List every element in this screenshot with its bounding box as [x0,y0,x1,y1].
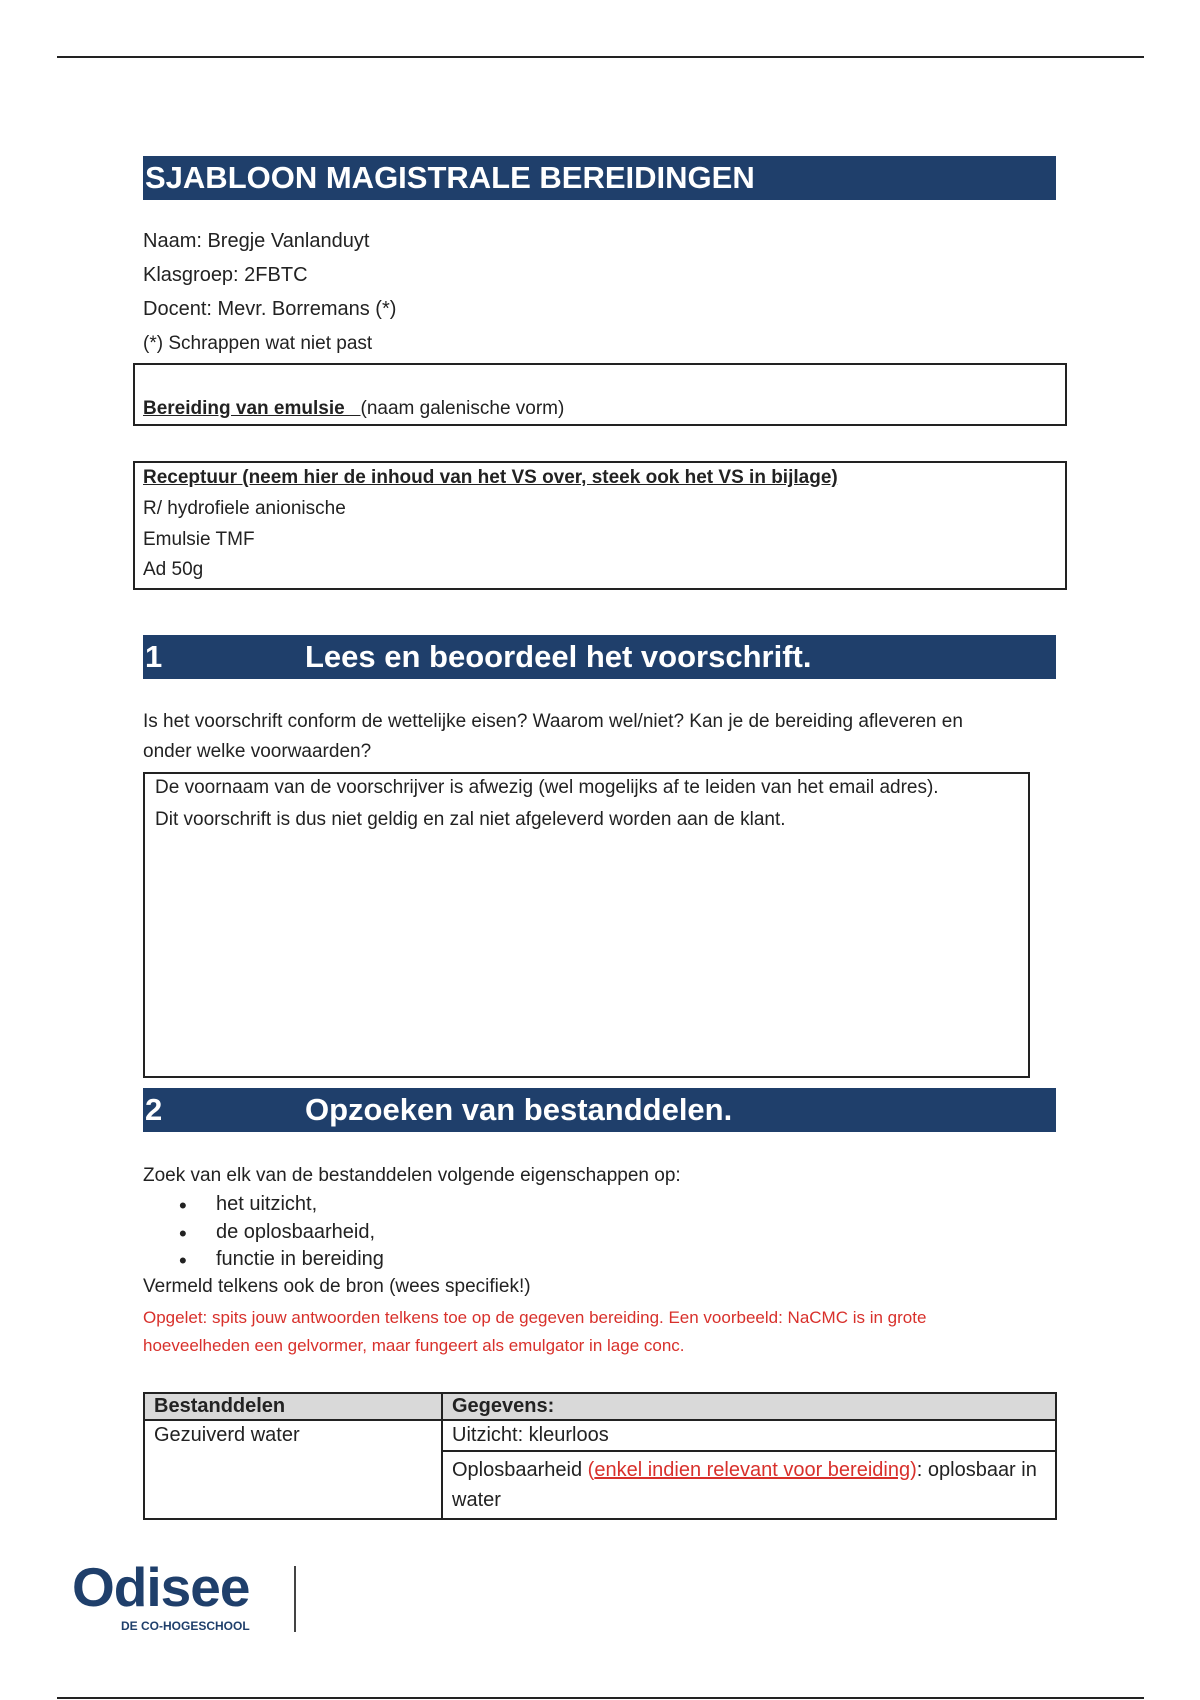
galenic-form-hint: (naam galenische vorm) [360,398,565,419]
section-1-question-cont: onder welke voorwaarden? [143,741,372,762]
recipe-line: R/ hydrofiele anionische [143,498,346,519]
header-gegevens: Gegevens: [442,1393,1056,1420]
galenic-form-box [133,363,1067,426]
galenic-form-value: Bereiding van emulsie [143,398,350,419]
section-1-title: Lees en beoordeel het voorschrift. [305,639,812,674]
bullet-text: functie in bereiding [216,1248,384,1270]
odisee-logo [72,1556,312,1635]
page-title-text: SJABLOON MAGISTRALE BEREIDINGEN [145,160,755,195]
info-docent: Docent: Mevr. Borremans (*) [143,298,397,320]
top-rule [57,56,1144,58]
info-klasgroep: Klasgroep: 2FBTC [143,264,308,286]
warning-note: Opgelet: spits jouw antwoorden telkens toe op de gegeven bereiding. Een voorbeeld: NaCMC is in grote [143,1308,927,1327]
warning-note-cont: hoeveelheden een gelvormer, maar fungeert als emulgator in lage conc. [143,1336,685,1355]
bottom-rule [57,1697,1144,1699]
section-1-header [143,635,1056,679]
logo-wordmark: Odisee [72,1556,250,1618]
ingredient-cell: Gezuiverd water [144,1420,442,1519]
recipe-line: Emulsie TMF [143,529,255,550]
page-title [143,156,1056,200]
galenic-form-line [143,398,564,420]
bullet-text: het uitzicht, [216,1193,318,1215]
recipe-box [133,461,1067,590]
oplos-paren-close: ) [910,1459,917,1481]
info-naam: Naam: Bregje Vanlanduyt [143,230,370,252]
section-2-number: 2 [145,1092,163,1127]
section-2-intro: Zoek van elk van de bestanddelen volgende eigenschappen op: [143,1165,681,1186]
bullet-text: de oplosbaarheid, [216,1221,376,1243]
section-2-header [143,1088,1056,1132]
oplos-value: : oplosbaar in water [452,1459,1037,1511]
ingredients-table [143,1392,1057,1520]
oplos-paren-open: ( [587,1459,595,1481]
recipe-heading: Receptuur (neem hier de inhoud van het VS over, steek ook het VS in bijlage) [143,467,838,488]
section-2-title: Opzoeken van bestanddelen. [305,1092,733,1127]
oplosbaarheid-cell [442,1451,1056,1519]
source-note: Vermeld telkens ook de bron (wees specifiek!) [143,1276,531,1297]
recipe-line: Ad 50g [143,559,204,580]
answer-line: Dit voorschrift is dus niet geldig en zal niet afgeleverd worden aan de klant. [155,809,786,830]
logo-tagline: DE CO-HOGESCHOOL [121,1619,250,1633]
section-1-number: 1 [145,639,163,674]
oplos-label: Oplosbaarheid [452,1459,588,1481]
table-row [144,1420,1056,1451]
oplos-condition-link[interactable]: enkel indien relevant voor bereiding [594,1459,911,1481]
table-header-row [144,1393,1056,1420]
section-1-answer-box[interactable] [143,772,1030,1078]
info-note: (*) Schrappen wat niet past [143,333,373,354]
section-1-question: Is het voorschrift conform de wettelijke eisen? Waarom wel/niet? Kan je de bereiding afleveren en [143,711,963,732]
logo-divider [294,1566,296,1632]
uitzicht-cell: Uitzicht: kleurloos [442,1420,1056,1451]
answer-line: De voornaam van de voorschrijver is afwezig (wel mogelijks af te leiden van het email adres). [155,777,939,798]
header-bestanddelen: Bestanddelen [144,1393,442,1420]
